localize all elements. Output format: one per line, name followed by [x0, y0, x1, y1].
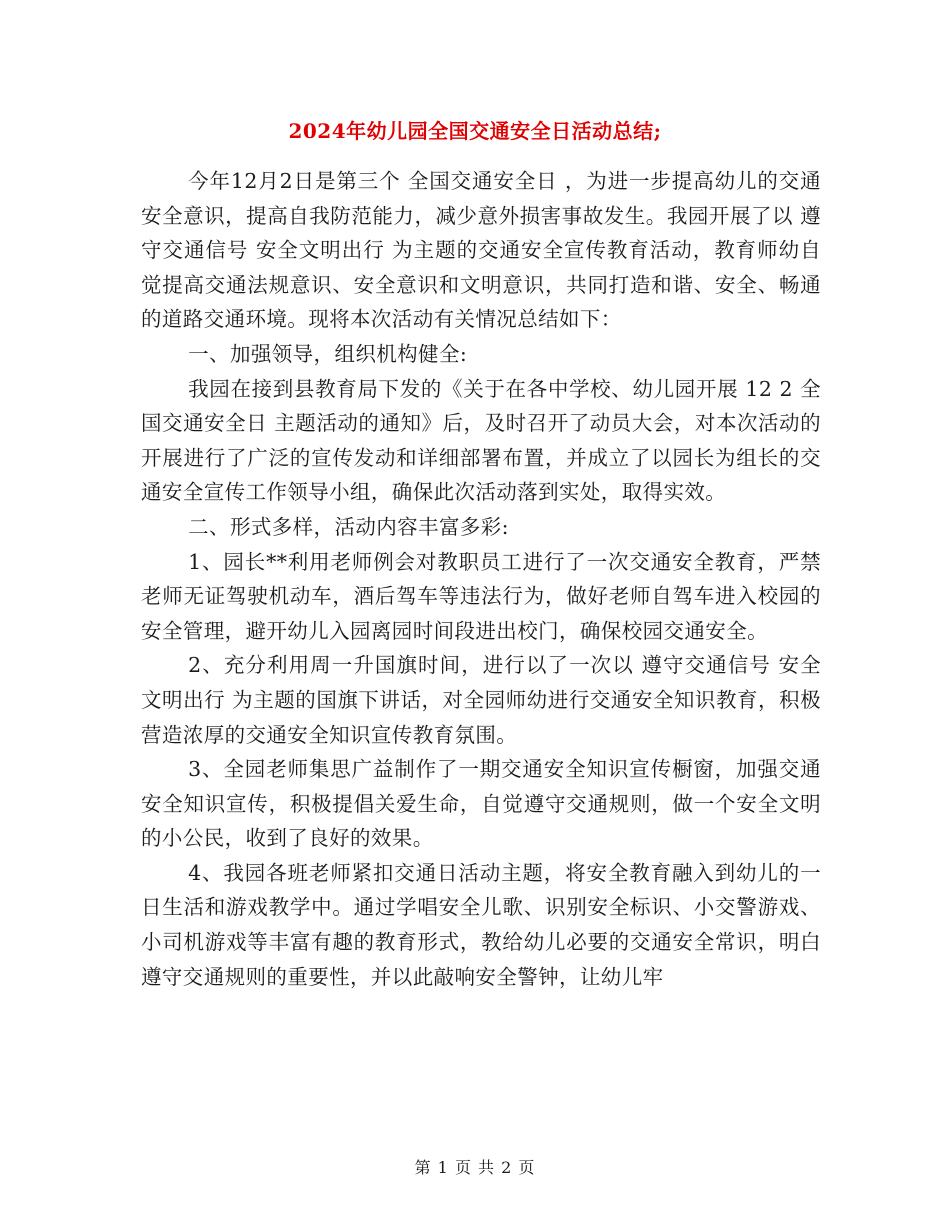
paragraph-item-2: 2、充分利用周一升国旗时间，进行以了一次以 遵守交通信号 安全文明出行 为主题的国旗下讲话，对全园师幼进行交通安全知识教育，积极营造浓厚的交通安全知识宣传教育氛围。	[141, 653, 821, 747]
paragraph-item-1: 1、园长**利用老师例会对教职员工进行了一次交通安全教育，严禁老师无证驾驶机动车，酒后驾车等违法行为，做好老师自驾车进入校园的安全管理，避开幼儿入园离园时间段进出校门，确保校园交通安全。	[141, 549, 821, 643]
section-heading-1: 一、加强领导，组织机构健全:	[188, 341, 468, 366]
paragraph-item-4: 4、我园各班老师紧扣交通日活动主题，将安全教育融入到幼儿的一日生活和游戏教学中。通过学唱安全儿歌、识别安全标识、小交警游戏、小司机游戏等丰富有趣的教育形式，教给幼儿必要的交通安全常识，明白遵守交通规则的重要性，并以此敲响安全警钟，让幼儿牢	[141, 860, 821, 989]
document-body	[141, 164, 821, 994]
document-title: 2024年幼儿园全国交通安全日活动总结;	[288, 119, 662, 143]
section-heading-2: 二、形式多样，活动内容丰富多彩:	[188, 514, 509, 539]
page-footer: 第 1 页 共 2 页	[414, 1158, 536, 1177]
paragraph-intro: 今年12月2日是第三个 全国交通安全日 ，为进一步提高幼儿的交通安全意识，提高自我防范能力，减少意外损害事故发生。我园开展了以 遵守交通信号 安全文明出行 为主题的交通安全宣传教育活动，教育师幼自觉提高交通法规意识、安全意识和文明意识，共同打造和谐、安全、畅通的道路交通环境。现将本次活动有关情况总结如下：	[141, 169, 821, 332]
paragraph-item-3: 3、全园老师集思广益制作了一期交通安全知识宣传橱窗，加强交通安全知识宣传，积极提倡关爱生命，自觉遵守交通规则，做一个安全文明的小公民，收到了良好的效果。	[141, 757, 821, 851]
paragraph-section-1: 我园在接到县教育局下发的《关于在各中学校、幼儿园开展 12 2 全国交通安全日 主题活动的通知》后，及时召开了动员大会，对本次活动的开展进行了广泛的宣传发动和详细部署布置，并成立了以园长为组长的交通安全宣传工作领导小组，确保此次活动落到实处，取得实效。	[141, 376, 821, 505]
